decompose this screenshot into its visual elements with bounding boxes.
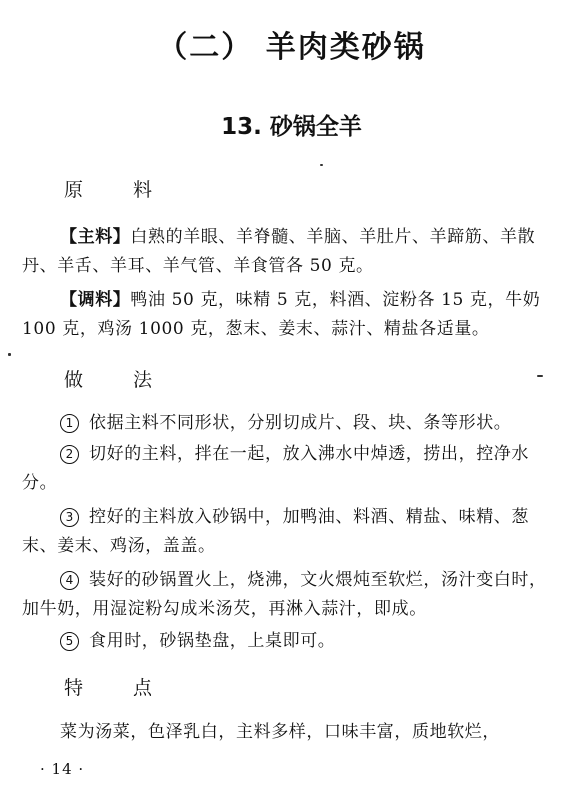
step-2	[22, 440, 562, 498]
step-5	[22, 627, 562, 656]
step-text-2: 切好的主料，拌在一起，放入沸水中焯透，捞出，控净水分。	[22, 444, 529, 493]
page-number: · 14 ·	[40, 760, 85, 778]
chapter-title: （二） 羊肉类砂锅	[157, 30, 426, 65]
seasoning-text: 鸭油 50 克，味精 5 克，料酒、淀粉各 15 克，牛奶 100 克，鸡汤 1000 克，葱末、姜末、蒜汁、精盐各适量。	[22, 290, 541, 339]
features-paragraph: 菜为汤菜，色泽乳白，主料多样，口味丰富，质地软烂，	[60, 722, 500, 742]
scan-speck	[537, 375, 543, 377]
step-number-1: 1	[60, 414, 79, 433]
main-ingredients-tag: 【主料】	[60, 227, 131, 247]
seasoning-paragraph	[22, 286, 562, 344]
step-3	[22, 503, 562, 561]
method-heading: 做 法	[64, 369, 175, 391]
step-text-5: 食用时，砂锅垫盘，上桌即可。	[89, 631, 336, 651]
step-1	[22, 409, 562, 438]
seasoning-tag: 【调料】	[60, 290, 131, 310]
step-text-1: 依据主料不同形状，分别切成片、段、块、条等形状。	[89, 413, 512, 433]
main-ingredients-paragraph	[22, 223, 562, 281]
recipe-title: 13. 砂锅全羊	[221, 114, 362, 140]
step-number-2: 2	[60, 445, 79, 464]
step-number-5: 5	[60, 632, 79, 651]
step-text-4: 装好的砂锅置火上，烧沸，文火煨炖至软烂，汤汁变白时，加牛奶，用湿淀粉勾成米汤芡，再淋入蒜汁，即成。	[22, 570, 547, 619]
step-4	[22, 566, 562, 624]
step-text-3: 控好的主料放入砂锅中，加鸭油、料酒、精盐、味精、葱末、姜末、鸡汤，盖盖。	[22, 507, 529, 556]
step-number-4: 4	[60, 571, 79, 590]
main-ingredients-text: 白熟的羊眼、羊脊髓、羊脑、羊肚片、羊蹄筋、羊散丹、羊舌、羊耳、羊气管、羊食管各 50 克。	[22, 227, 536, 276]
features-heading: 特 点	[64, 677, 175, 699]
scan-speck	[320, 164, 323, 166]
scan-speck	[8, 353, 11, 356]
ingredients-heading: 原 料	[64, 179, 175, 201]
step-number-3: 3	[60, 508, 79, 527]
